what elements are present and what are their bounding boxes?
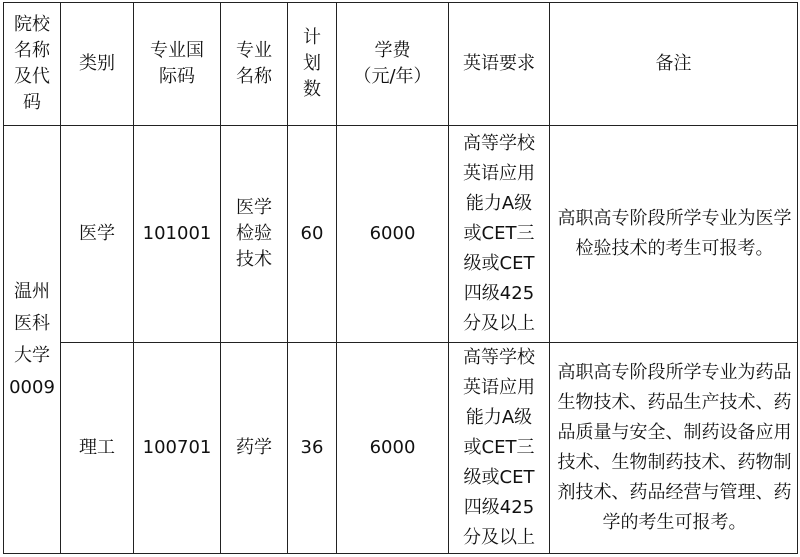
english-requirement-cell: 高等学校 英语应用 能力A级 或CET三 级或CET 四级425 分及以上 [449, 343, 550, 554]
intl-code-cell: 101001 [134, 126, 221, 343]
header-remarks: 备注 [550, 3, 798, 126]
fee-cell: 6000 [337, 126, 449, 343]
header-english: 英语要求 [449, 3, 550, 126]
plan-cell: 60 [288, 126, 337, 343]
admission-table [3, 2, 798, 554]
category-cell: 理工 [61, 343, 134, 554]
header-plan: 计 划 数 [288, 3, 337, 126]
fee-cell: 6000 [337, 343, 449, 554]
school-cell: 温州 医科 大学 0009 [4, 126, 61, 554]
table-row [4, 126, 798, 343]
plan-cell: 36 [288, 343, 337, 554]
header-major-name: 专业 名称 [221, 3, 288, 126]
header-row [4, 3, 798, 126]
english-requirement-cell: 高等学校 英语应用 能力A级 或CET三 级或CET 四级425 分及以上 [449, 126, 550, 343]
header-fee: 学费 （元/年） [337, 3, 449, 126]
header-school: 院校 名称 及代 码 [4, 3, 61, 126]
header-category: 类别 [61, 3, 134, 126]
remarks-cell: 高职高专阶段所学专业为药品生物技术、药品生产技术、药品质量与安全、制药设备应用技术、生物制药技术、药物制剂技术、药品经营与管理、药学的考生可报考。 [550, 343, 798, 554]
major-name-cell: 药学 [221, 343, 288, 554]
table-row [4, 343, 798, 554]
header-intl-code: 专业国 际码 [134, 3, 221, 126]
remarks-cell: 高职高专阶段所学专业为医学检验技术的考生可报考。 [550, 126, 798, 343]
category-cell: 医学 [61, 126, 134, 343]
intl-code-cell: 100701 [134, 343, 221, 554]
major-name-cell: 医学 检验 技术 [221, 126, 288, 343]
